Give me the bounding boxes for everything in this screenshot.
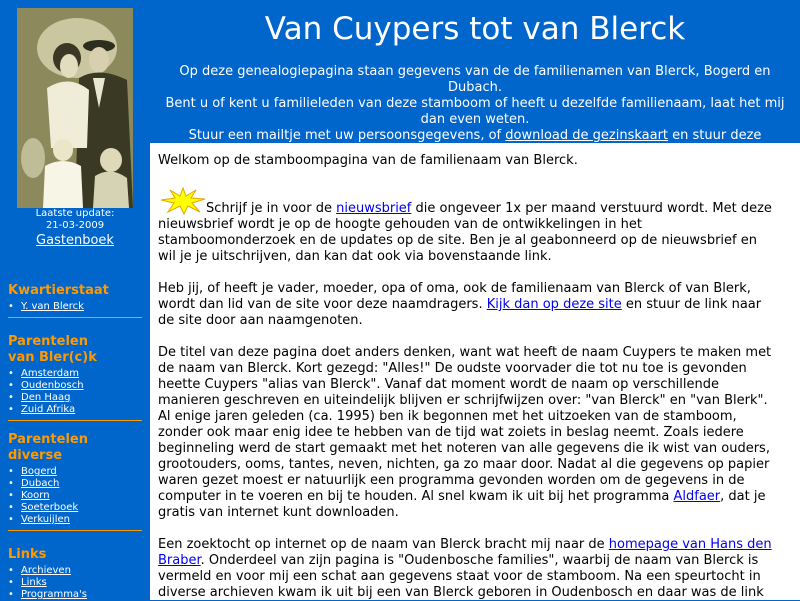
- nav-section-title: [8, 283, 142, 299]
- nav-section-title-line: Kwartierstaat: [8, 283, 109, 298]
- last-update-label: Laatste update:: [35, 208, 115, 219]
- last-update-date: 21-03-2009: [45, 220, 105, 231]
- nav-item: [8, 502, 142, 514]
- nav-section-title-line: diverse: [8, 448, 63, 463]
- bullet-icon: •: [8, 502, 14, 513]
- nav-item: [8, 478, 142, 490]
- nav-list: [8, 301, 142, 313]
- bullet-icon: •: [8, 490, 14, 501]
- nav-link-amsterdam[interactable]: Amsterdam: [21, 368, 80, 379]
- nav-item: [8, 404, 142, 416]
- nav-list: [8, 368, 142, 416]
- newsletter-paragraph: [158, 187, 778, 265]
- last-update: [0, 208, 150, 232]
- main-content: [150, 143, 800, 600]
- download-gezinskaart-link[interactable]: download de gezinskaart: [505, 128, 669, 143]
- search-paragraph: [158, 537, 778, 600]
- intro-line: [162, 128, 788, 144]
- welcome-text: Welkom op de stamboompagina van de familienaam van Blerck.: [158, 153, 578, 168]
- nav-link-programmas[interactable]: Programma's: [21, 589, 88, 600]
- nav-item: [8, 466, 142, 478]
- paragraph-text: . Onderdeel van zijn pagina is "Oudenbosche families", waarbij de naam van Blerck is vermeld en voor mij een schat aan gegevens staat voor de stamboom. Na een speurtocht in diverse archieven kwam ik uit bij een van Blerck geboren in Oudenbosch en daar was de link: [158, 553, 764, 600]
- nav-link-soeterboek[interactable]: Soeterboek: [21, 502, 79, 513]
- nav-link-verkuijlen[interactable]: Verkuijlen: [21, 514, 70, 525]
- family-photo-drawing: [17, 8, 133, 208]
- star-burst-drawing: [160, 187, 206, 215]
- newsletter-link[interactable]: nieuwsbrief: [336, 201, 412, 216]
- nav-section-links: [8, 547, 142, 601]
- bullet-icon: •: [8, 589, 14, 600]
- namebearers-site-link[interactable]: Kijk dan op deze site: [486, 297, 622, 312]
- nav-section-title-line: Parentelen: [8, 432, 88, 447]
- history-paragraph: [158, 409, 778, 521]
- nav-link-den-haag[interactable]: Den Haag: [21, 392, 71, 403]
- nav-link-bogerd[interactable]: Bogerd: [21, 466, 57, 477]
- intro-line: Bent u of kent u familieleden van deze stamboom of heeft u dezelfde familienaam, laat het mij dan even weten.: [165, 96, 785, 127]
- bullet-icon: •: [8, 368, 14, 379]
- nav-section-kwartierstaat: [8, 283, 142, 318]
- nav-section-title-line: van Bler(c)k: [8, 350, 97, 365]
- bullet-icon: •: [8, 392, 14, 403]
- bullet-icon: •: [8, 565, 14, 576]
- nav-link-archieven[interactable]: Archieven: [21, 565, 71, 576]
- title-explanation-paragraph: De titel van deze pagina doet anders denken, want wat heeft de naam Cuypers te maken met de naam van Blerck. Kort gezegd: "Alles!" De oudste voorvader die tot nu toe is gevonden heette Cuypers "alias van Blerck". Vanaf dat moment wordt de naam op verschillende manieren geschreven en uiteindelijk blijven er schrijfwijzen over: "van Blerck" en "van Blerk".: [158, 345, 772, 408]
- paragraph-text: Een zoektocht op internet op de naam van Blerck bracht mij naar de: [158, 537, 609, 552]
- nav-section-title-line: Parentelen: [8, 334, 88, 349]
- nav-section-title: [8, 547, 142, 563]
- bullet-icon: •: [8, 466, 14, 477]
- new-star-icon: [160, 187, 206, 215]
- bullet-icon: •: [8, 478, 14, 489]
- nav-list: [8, 466, 142, 526]
- nav-item: [8, 577, 142, 589]
- nav-section-title: [8, 334, 142, 366]
- nav-list: [8, 565, 142, 601]
- bullet-icon: •: [8, 404, 14, 415]
- bullet-icon: •: [8, 514, 14, 525]
- nav-link-zuid-afrika[interactable]: Zuid Afrika: [21, 404, 76, 415]
- nav-link-koorn[interactable]: Koorn: [21, 490, 50, 501]
- newsletter-text: die ongeveer 1x per maand verstuurd wordt. Met deze nieuwsbrief wordt je op de hoogte gehouden van de ontwikkelingen in het stamboomonderzoek en de updates op de site. Ben je al geabonneerd op de nieuwsbrief en wil je je uitschrijven, dan kan dat ook via bovenstaande link.: [158, 201, 772, 264]
- nav-item: [8, 490, 142, 502]
- header-intro: [162, 64, 788, 144]
- paragraph-text: en stuur de link naar de site door aan naamgenoten.: [158, 297, 762, 328]
- newsletter-text: Schrijf je in voor de: [206, 201, 337, 216]
- sidebar: [0, 0, 150, 600]
- nav-item: [8, 589, 142, 601]
- bullet-icon: •: [8, 380, 14, 391]
- hans-den-braber-link[interactable]: homepage van Hans den Braber: [158, 537, 772, 568]
- nav-item: [8, 392, 142, 404]
- nav-link-dubach[interactable]: Dubach: [21, 478, 60, 489]
- family-photo: [17, 8, 133, 208]
- aldfaer-link[interactable]: Aldfaer: [673, 489, 721, 504]
- intro-text: Stuur een mailtje met uw persoonsgegevens, of: [188, 128, 506, 143]
- nav-divider: [8, 420, 142, 421]
- nav-section-title: [8, 432, 142, 464]
- nav-section-parentelen-van-blerck: [8, 334, 142, 421]
- site-title: Van Cuypers tot van Blerck: [264, 11, 686, 47]
- nav-section-parentelen-diverse: [8, 432, 142, 531]
- intro-line: Op deze genealogiepagina staan gegevens van de de familienamen van Blerck, Bogerd en Dubach.: [179, 64, 771, 95]
- bullet-icon: •: [8, 577, 14, 588]
- family-name-paragraph: [158, 281, 778, 329]
- nav-section-title-line: Links: [8, 547, 47, 562]
- guestbook-container: [0, 233, 150, 248]
- nav-item: [8, 368, 142, 380]
- page-header: [150, 0, 800, 143]
- nav-item: [8, 565, 142, 577]
- paragraph-text: Al enige jaren geleden (ca. 1995) ben ik begonnen met het uitzoeken van de stamboom, zonder ook maar enig idee te hebben van de tijd wat zoiets in beslag neemt. Zoals iedere beginneling werd de start gemaakt met het noteren van alle gegevens die ik wist van ouders, grootouders, ooms, tantes, neven, nichten, ga zo maar door. Nadat al die gegevens op papier waren gezet moest er natuurlijk een programma gevonden worden om de gegevens in de computer in te voeren en bij te houden. Al snel kwam ik uit bij het programma: [158, 409, 770, 504]
- nav-divider: [8, 317, 142, 318]
- nav-link-links[interactable]: Links: [21, 577, 47, 588]
- intro-text: en stuur deze: [668, 128, 762, 143]
- nav-link-y-van-blerck[interactable]: Y. van Blerck: [21, 301, 84, 312]
- nav-link-oudenbosch[interactable]: Oudenbosch: [21, 380, 84, 391]
- paragraph-text: Heb jij, of heeft je vader, moeder, opa of oma, ook de familienaam van Blerck of van Blerk, wordt dan lid van de site voor deze naamdragers.: [158, 281, 751, 312]
- nav-item: [8, 514, 142, 526]
- nav-item: [8, 301, 142, 313]
- bullet-icon: •: [8, 301, 14, 312]
- nav-item: [8, 380, 142, 392]
- nav-divider: [8, 530, 142, 531]
- paragraph-text: , dat je gratis van internet kunt downloaden.: [158, 489, 766, 520]
- guestbook-link[interactable]: Gastenboek: [36, 233, 114, 248]
